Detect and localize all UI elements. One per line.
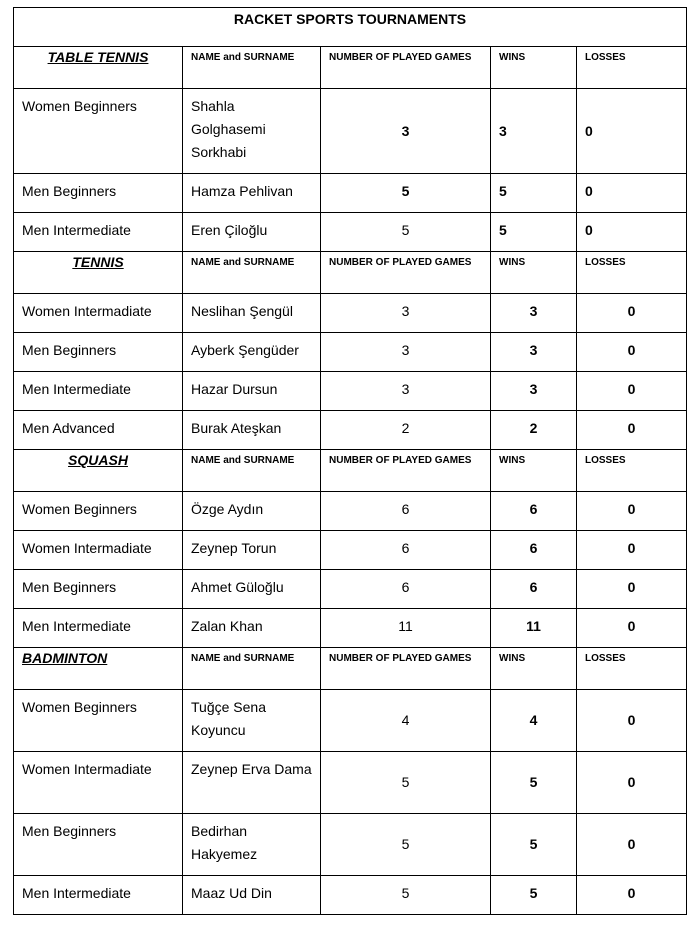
wins-cell: 3 — [491, 372, 577, 411]
losses-cell: 0 — [577, 492, 687, 531]
played-cell: 6 — [321, 492, 491, 531]
section-header-row — [14, 252, 687, 294]
header-played: NUMBER OF PLAYED GAMES — [321, 252, 491, 294]
category-cell: Men Intermediate — [14, 876, 183, 915]
losses-cell: 0 — [577, 333, 687, 372]
header-played: NUMBER OF PLAYED GAMES — [321, 47, 491, 89]
name-cell: Bedirhan Hakyemez — [183, 814, 321, 876]
name-cell: Zeynep Erva Dama — [183, 752, 321, 814]
losses-cell: 0 — [577, 690, 687, 752]
table-row — [14, 333, 687, 372]
category-cell: Men Beginners — [14, 570, 183, 609]
played-cell: 5 — [321, 876, 491, 915]
title-row — [14, 8, 687, 47]
tournament-table — [13, 7, 687, 915]
wins-cell: 5 — [491, 814, 577, 876]
table-row — [14, 294, 687, 333]
header-name: NAME and SURNAME — [183, 648, 321, 690]
played-cell: 6 — [321, 570, 491, 609]
table-row — [14, 531, 687, 570]
name-cell: Ahmet Güloğlu — [183, 570, 321, 609]
played-cell: 3 — [321, 89, 491, 174]
category-cell: Women Intermadiate — [14, 294, 183, 333]
played-cell: 11 — [321, 609, 491, 648]
name-cell: Neslihan Şengül — [183, 294, 321, 333]
category-cell: Women Intermadiate — [14, 752, 183, 814]
page-title: RACKET SPORTS TOURNAMENTS — [14, 8, 687, 47]
category-cell: Men Beginners — [14, 333, 183, 372]
header-played: NUMBER OF PLAYED GAMES — [321, 648, 491, 690]
wins-cell: 5 — [491, 876, 577, 915]
sport-title: TENNIS — [14, 252, 183, 294]
category-cell: Men Intermediate — [14, 213, 183, 252]
losses-cell: 0 — [577, 876, 687, 915]
table-row — [14, 411, 687, 450]
losses-cell: 0 — [577, 213, 687, 252]
category-cell: Men Beginners — [14, 814, 183, 876]
table-row — [14, 174, 687, 213]
played-cell: 5 — [321, 213, 491, 252]
name-cell: Zeynep Torun — [183, 531, 321, 570]
category-cell: Women Intermadiate — [14, 531, 183, 570]
table-row — [14, 213, 687, 252]
played-cell: 3 — [321, 294, 491, 333]
table-row — [14, 876, 687, 915]
name-cell: Ayberk Şengüder — [183, 333, 321, 372]
table-row — [14, 609, 687, 648]
table-row — [14, 814, 687, 876]
losses-cell: 0 — [577, 752, 687, 814]
wins-cell: 6 — [491, 570, 577, 609]
played-cell: 3 — [321, 333, 491, 372]
category-cell: Men Intermediate — [14, 609, 183, 648]
wins-cell: 6 — [491, 492, 577, 531]
losses-cell: 0 — [577, 609, 687, 648]
category-cell: Women Beginners — [14, 492, 183, 531]
header-losses: LOSSES — [577, 47, 687, 89]
played-cell: 5 — [321, 174, 491, 213]
wins-cell: 5 — [491, 213, 577, 252]
name-cell: Zalan Khan — [183, 609, 321, 648]
table-row — [14, 752, 687, 814]
header-name: NAME and SURNAME — [183, 450, 321, 492]
wins-cell: 6 — [491, 531, 577, 570]
wins-cell: 3 — [491, 333, 577, 372]
category-cell: Women Beginners — [14, 690, 183, 752]
losses-cell: 0 — [577, 372, 687, 411]
wins-cell: 2 — [491, 411, 577, 450]
played-cell: 5 — [321, 752, 491, 814]
header-wins: WINS — [491, 648, 577, 690]
name-cell: Burak Ateşkan — [183, 411, 321, 450]
wins-cell: 5 — [491, 174, 577, 213]
header-played: NUMBER OF PLAYED GAMES — [321, 450, 491, 492]
played-cell: 6 — [321, 531, 491, 570]
table-row — [14, 89, 687, 174]
losses-cell: 0 — [577, 174, 687, 213]
header-wins: WINS — [491, 252, 577, 294]
table-row — [14, 492, 687, 531]
section-header-row — [14, 47, 687, 89]
header-losses: LOSSES — [577, 648, 687, 690]
losses-cell: 0 — [577, 570, 687, 609]
table-row — [14, 690, 687, 752]
table-row — [14, 372, 687, 411]
header-name: NAME and SURNAME — [183, 252, 321, 294]
header-losses: LOSSES — [577, 252, 687, 294]
sport-title: BADMINTON — [14, 648, 183, 690]
wins-cell: 5 — [491, 752, 577, 814]
name-cell: Hazar Dursun — [183, 372, 321, 411]
wins-cell: 3 — [491, 89, 577, 174]
name-cell: Hamza Pehlivan — [183, 174, 321, 213]
sport-title: TABLE TENNIS — [14, 47, 183, 89]
losses-cell: 0 — [577, 814, 687, 876]
name-cell: Tuğçe Sena Koyuncu — [183, 690, 321, 752]
category-cell: Men Beginners — [14, 174, 183, 213]
section-header-row — [14, 450, 687, 492]
name-cell: Shahla Golghasemi Sorkhabi — [183, 89, 321, 174]
header-losses: LOSSES — [577, 450, 687, 492]
losses-cell: 0 — [577, 411, 687, 450]
name-cell: Eren Çiloğlu — [183, 213, 321, 252]
category-cell: Women Beginners — [14, 89, 183, 174]
wins-cell: 4 — [491, 690, 577, 752]
wins-cell: 3 — [491, 294, 577, 333]
losses-cell: 0 — [577, 89, 687, 174]
header-wins: WINS — [491, 450, 577, 492]
played-cell: 4 — [321, 690, 491, 752]
header-name: NAME and SURNAME — [183, 47, 321, 89]
category-cell: Men Advanced — [14, 411, 183, 450]
section-header-row — [14, 648, 687, 690]
played-cell: 2 — [321, 411, 491, 450]
wins-cell: 11 — [491, 609, 577, 648]
played-cell: 5 — [321, 814, 491, 876]
name-cell: Özge Aydın — [183, 492, 321, 531]
losses-cell: 0 — [577, 294, 687, 333]
played-cell: 3 — [321, 372, 491, 411]
header-wins: WINS — [491, 47, 577, 89]
category-cell: Men Intermediate — [14, 372, 183, 411]
losses-cell: 0 — [577, 531, 687, 570]
name-cell: Maaz Ud Din — [183, 876, 321, 915]
sport-title: SQUASH — [14, 450, 183, 492]
table-row — [14, 570, 687, 609]
